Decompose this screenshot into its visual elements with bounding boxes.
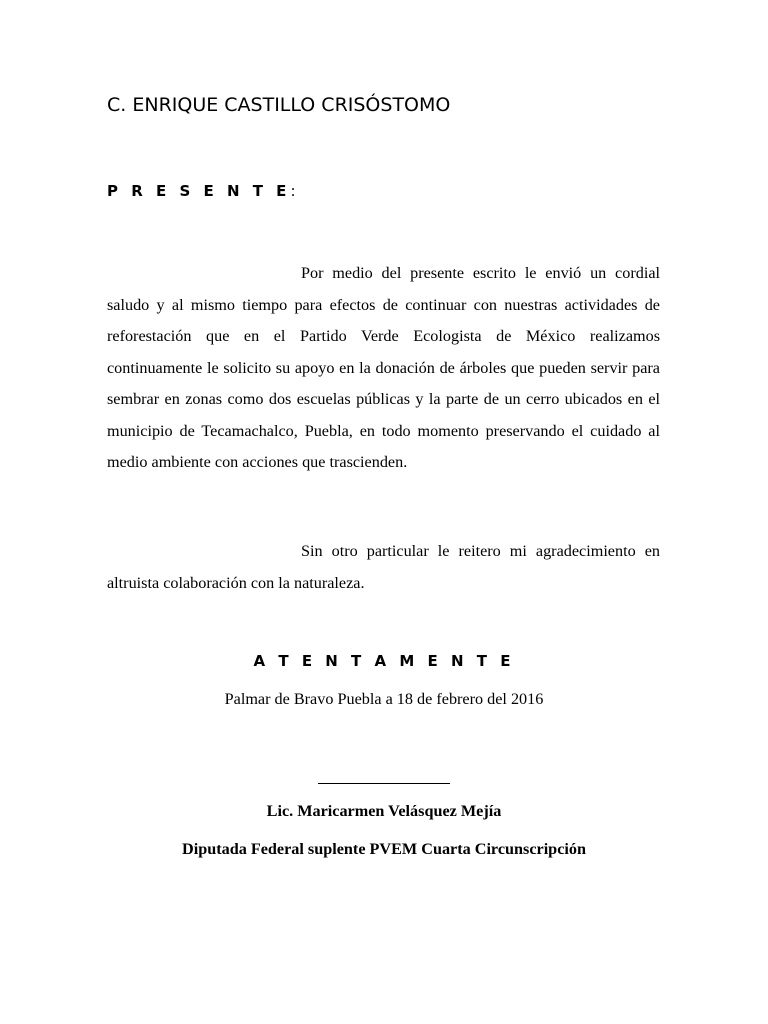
greeting-colon: :: [290, 182, 296, 200]
greeting-text: P R E S E N T E: [107, 182, 291, 200]
closing: A T E N T A M E N T E: [253, 652, 515, 670]
addressee: C. ENRIQUE CASTILLO CRISÓSTOMO: [107, 94, 451, 116]
body-paragraph-2: Sin otro particular le reitero mi agradecimiento en altruista colaboración con la naturaleza.: [107, 542, 660, 592]
place-date: Palmar de Bravo Puebla a 18 de febrero del 2016: [224, 690, 544, 708]
signer-title: Diputada Federal suplente PVEM Cuarta Circunscripción: [182, 840, 586, 858]
greeting: [107, 182, 296, 200]
body-paragraph-1: Por medio del presente escrito le envió un cordial saludo y al mismo tiempo para efectos de continuar con nuestras actividades de reforestación que en el Partido Verde Ecologista de México realizamos continuamente le solicito su apoyo en la donación de árboles que pueden servir para sembrar en zonas como dos escuelas públicas y la parte de un cerro ubicados en el municipio de Tecamachalco, Puebla, en todo momento preservando el cuidado al medio ambiente con acciones que trascienden.: [107, 264, 660, 471]
signer-name: Lic. Maricarmen Velásquez Mejía: [266, 802, 502, 820]
signature-line: [318, 783, 450, 784]
